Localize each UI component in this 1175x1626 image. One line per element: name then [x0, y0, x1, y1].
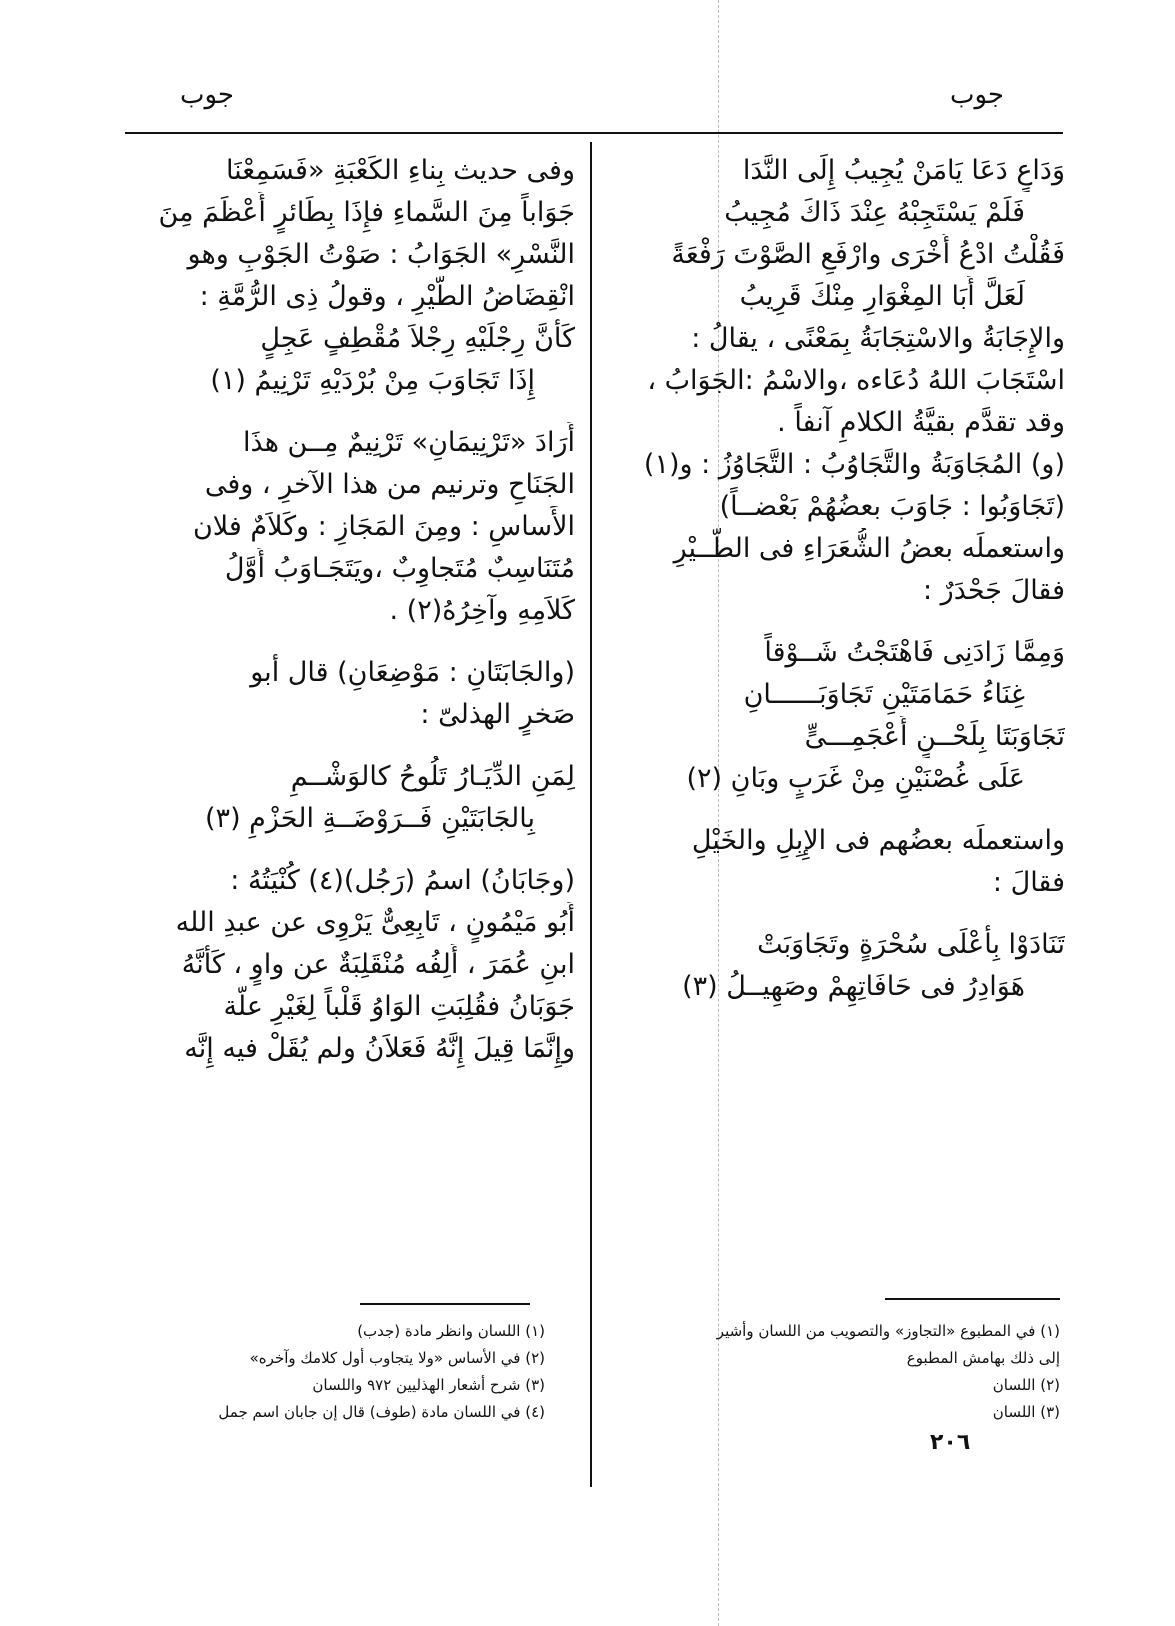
right-column	[615, 150, 1065, 1008]
text-line: مُتَنَاسِبٌ مُتَجاوِبٌ ،ويَتَجَـاوَبُ أَوَّلُ	[224, 553, 575, 584]
text-line: واستعملَه بعضُ الشُّعَرَاءِ فى الطَّــيْرِ	[673, 533, 1065, 564]
footnote: (٣) اللسان	[992, 1403, 1060, 1421]
text-line: صَخرٍ الهذلىّ :	[420, 699, 575, 730]
text-line: وإِنَّمَا قِيلَ إِنَّهُ فَعَلاَنُ ولم يُقَلْ فيه إِنَّه	[184, 1033, 575, 1064]
text-line: فقالَ جَحْدَرٌ :	[922, 575, 1065, 606]
verse-line: غِنَاءُ حَمَامَتَيْنِ تَجَاوَبَــــــانِ	[743, 679, 1025, 710]
text-line: جَوَبَانُ فقُلِبَتِ الوَاوُ قَلْباً لِغَيْرِ علَّة	[223, 991, 575, 1022]
running-header-left: جوب	[180, 80, 234, 110]
page-number: ٢٠٦	[930, 1430, 971, 1455]
verse-line: كَأَنَّ رِجْلَيْهِ رِجْلاَ مُقْطِفٍ عَجِلٍ	[260, 323, 575, 354]
text-line: واستعملَه بعضُهم فى الإِبِلِ والخَيْلِ	[691, 825, 1065, 856]
text-line: وقد تقدَّم بقيَّةُ الكلامِ آنفاً .	[777, 407, 1065, 438]
left-column	[125, 150, 575, 1070]
running-header-right: جوب	[950, 80, 1004, 110]
text-line: انْقِضَاضُ الطَّيْرِ ، وقولُ ذِى الرُّمَّةِ :	[199, 281, 575, 312]
text-line: أَرَادَ «تَرْنِيمَانِ» تَرْنِيمٌ مِــن هذَا	[243, 427, 575, 458]
verse-line: فَقُلْتُ ادْعُ أُخْرَى وارْفَعِ الصَّوْتَ رَفْعَةً	[671, 239, 1065, 270]
verse-line: عَلَى غُصْنَيْنِ مِنْ غَرَبٍ وبَانِ (٢)	[686, 763, 1025, 794]
verse-line: لَعَلَّ أَبَا المِغْوَارِ مِنْكَ قَرِيبُ	[739, 281, 1025, 312]
text-line: الجَنَاحِ وترنيم من هذا الآخرِ ، وفى	[204, 469, 575, 500]
text-line: (والجَابَتَانِ : مَوْضِعَانِ) قال أبو	[250, 657, 575, 688]
verse-line: هَوَادِرُ فى حَافَاتِهِمْ وصَهِيــلُ (٣)	[682, 971, 1025, 1002]
footnote-rule-left	[360, 1303, 530, 1305]
text-line: أَبُو مَيْمُونٍ ، تَابِعِىٌّ يَرْوِى عن عبدِ الله	[175, 907, 575, 938]
text-line: النَّسْرِ» الجَوَابُ : صَوْتُ الجَوْبِ وهو	[187, 239, 575, 270]
footnote: (٢) اللسان	[992, 1376, 1060, 1394]
text-line: (و) المُجَاوَبَةُ والتَّجَاوُبُ : التَّجَاوُزُ : و(١)	[643, 449, 1065, 480]
verse-line: لِمَنِ الدِّيَـارُ تَلُوحُ كالوَشْــمِ	[290, 761, 575, 792]
text-line: فقالَ :	[992, 867, 1065, 898]
text-line: (تَجَاوَبُوا : جَاوَبَ بعضُهُمْ بَعْضــاً)	[719, 491, 1065, 522]
text-line: جَوَاباً مِنَ السَّماءِ فإِذَا بِطَائرٍ أَعْظَمَ مِنَ	[158, 197, 575, 228]
text-line: اسْتَجَابَ اللهُ دُعَاءه ،والاسْمُ :الجَوَابُ ،	[647, 365, 1065, 396]
footnotes-right	[610, 1318, 1060, 1426]
footnote: (٣) شرح أشعار الهذليين ٩٧٢ واللسان	[312, 1376, 545, 1394]
text-line: الأَساسِ : ومِنَ المَجَازِ : وكَلاَمٌ فلان	[192, 511, 575, 542]
verse-line: وَمِمَّا زَادَنِى فَاهْتَجْتُ شَــوْقاً	[764, 637, 1065, 668]
verse-line: تَنَادَوْا بِأَعْلَى سُحْرَةٍ وتَجَاوَبَتْ	[757, 929, 1065, 960]
header-rule	[125, 132, 1063, 134]
footnote: إلى ذلك بهامش المطبوع	[906, 1349, 1060, 1367]
verse-line: فَلَمْ يَسْتَجِبْهُ عِنْدَ ذَاكَ مُجِيبُ	[724, 197, 1025, 228]
footnote: (١) اللسان وانظر مادة (جدب)	[357, 1322, 545, 1340]
text-line: كَلاَمِهِ وآخِرُهُ(٢) .	[389, 595, 575, 626]
text-line: والإِجَابَةُ والاسْتِجَابَةُ بِمَعْنًى ، يقالُ :	[691, 323, 1065, 354]
verse-line: تَجَاوَبَتَا بِلَحْــنٍ أَعْجَمِـــىٍّ	[804, 721, 1065, 752]
verse-line: بِالجَابَتَيْنِ فَــرَوْضَــةِ الحَزْمِ (٣)	[205, 803, 535, 834]
verse-line: إِذَا تَجَاوَبَ مِنْ بُرْدَيْهِ تَرْنِيمُ (١)	[210, 365, 535, 396]
column-divider	[590, 142, 592, 1487]
text-line: (وجَابَانُ) اسمُ (رَجُل)(٤) كُنْيَتُهُ :	[230, 865, 575, 896]
footnotes-left	[125, 1318, 545, 1426]
text-line: وفى حديث بِناءِ الكَعْبَةِ «فَسَمِعْنَا	[225, 155, 575, 186]
verse-line: وَدَاعٍ دَعَا يَامَنْ يُجِيبُ إِلَى النَّدَا	[742, 155, 1065, 186]
footnote: (٤) في اللسان مادة (طوف) قال إن جابان اسم جمل	[218, 1403, 545, 1421]
footnote-rule-right	[885, 1298, 1060, 1300]
footnote: (٢) في الأساس «ولا يتجاوب أول كلامك وآخره»	[249, 1349, 545, 1367]
footnote: (١) في المطبوع «التجاوز» والتصويب من اللسان وأشير	[716, 1322, 1060, 1340]
text-line: ابنِ عُمَرَ ، أَلِفُه مُنْقَلِبَةٌ عن واوٍ ، كَأَنَّهُ	[181, 949, 575, 980]
